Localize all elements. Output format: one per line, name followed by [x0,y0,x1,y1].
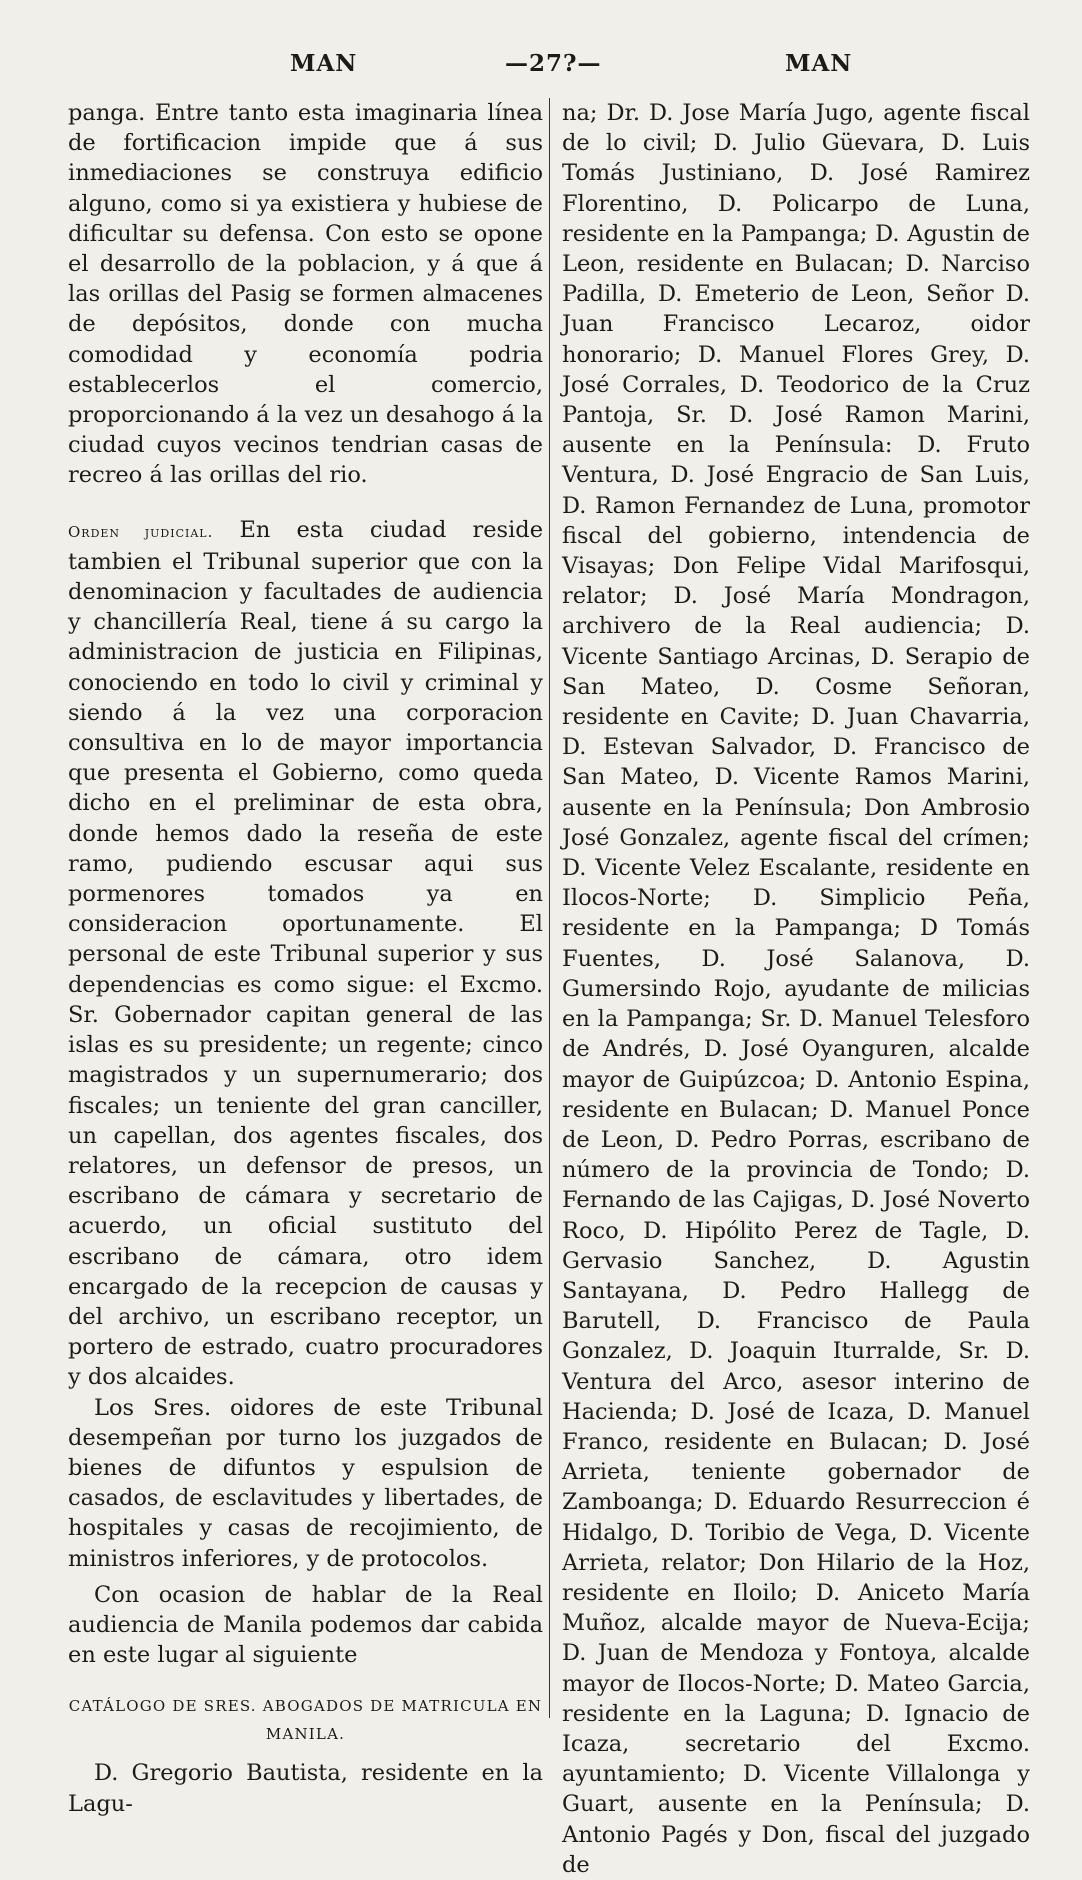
paragraph-judicial-order [68,515,543,1393]
header-right-word: MAN [785,50,853,77]
catalog-first-entry: D. Gregorio Bautista, residente en la Lagu- [68,1760,543,1817]
paragraph-real-audiencia: Con ocasion de hablar de la Real audiencia de Manila podemos dar cabida en este lugar al siguiente [68,1581,543,1669]
running-header [0,50,1082,90]
page-number: —27?— [505,50,602,77]
paragraph-oidores: Los Sres. oidores de este Tribunal desempeñan por turno los juzgados de bienes de difuntos y espulsion de casados, de esclavitudes y libertades, de hospitales y casas de recojimiento, de ministros inferiores, y de protocolos. [68,1394,543,1572]
paragraph-judicial-text: En esta ciudad reside tambien el Tribunal superior que con la denominacion y facultades de audiencia y chancillería Real, tiene á su cargo la administracion de justicia en Filipinas, conociendo en todo lo civil y criminal y siendo á la vez una corporacion consultiva en lo de mayor importancia que presenta el Gobierno, como queda dicho en el preliminar de esta obra, donde hemos dado la reseña de este ramo, pudiendo escusar aqui sus pormenores tomados ya en consideracion oportunamente. El personal de este Tribunal superior y sus dependencias es como sigue: el Excmo. Sr. Gobernador capitan general de las islas es su presidente; un regente; cinco magistrados y un supernumerario; dos fiscales; un teniente del gran canciller, un capellan, dos agentes fiscales, dos relatores, un defensor de presos, un escribano de cámara y secretario de acuerdo, un oficial sustituto del escribano de cámara, otro idem encargado de la recepcion de causas y del archivo, un escribano receptor, un portero de estrado, cuatro procuradores y dos alcaides. [68,516,544,1391]
paragraph-fortification: panga. Entre tanto esta imaginaria línea de fortificacion impide que á sus inmediaciones se construya edificio alguno, como si ya existiera y hubiese de dificultar su defensa. Con esto se opone el desarrollo de la poblacion, y á que á las orillas del Pasig se formen almacenes de depósitos, donde con mucha comodidad y economía podria establecerlos el comercio, proporcionando á la vez un desahogo á la ciudad cuyos vecinos tendrian casas de recreo á las orillas del rio. [68,100,543,489]
left-column [68,98,543,1819]
catalog-title: CATÁLOGO DE SRES. ABOGADOS DE MATRICULA EN MANILA. [68,1697,543,1744]
lawyers-list-continuation: na; Dr. D. Jose María Jugo, agente fiscal de lo civil; D. Julio Güevara, D. Luis Tomás Justiniano, D. José Ramirez Florentino, D. Policarpo de Luna, residente en la Pampanga; D. Agustin de Leon, residente en Bulacan; D. Narciso Padilla, D. Emeterio de Leon, Señor D. Juan Francisco Lecaroz, oidor honorario; D. Manuel Flores Grey, D. José Corrales, D. Teodorico de la Cruz Pantoja, Sr. D. José Ramon Marini, ausente en la Península: D. Fruto Ventura, D. José Engracio de San Luis, D. Ramon Fernandez de Luna, promotor fiscal del gobierno, intendencia de Visayas; Don Felipe Vidal Marifosqui, relator; D. José María Mondragon, archivero de la Real audiencia; D. Vicente Santiago Arcinas, D. Serapio de San Mateo, D. Cosme Señoran, residente en Cavite; D. Juan Chavarria, D. Estevan Salvador, D. Francisco de San Mateo, D. Vicente Ramos Marini, ausente en la Península; Don Ambrosio José Gonzalez, agente fiscal del crímen; D. Vicente Velez Escalante, residente en Ilocos-Norte; D. Simplicio Peña, residente en la Pampanga; D Tomás Fuentes, D. José Salanova, D. Gumersindo Rojo, ayudante de milicias en la Pampanga; Sr. D. Manuel Telesforo de Andrés, D. José Oyanguren, alcalde mayor de Guipúzcoa; D. Antonio Espina, residente en Bulacan; D. Manuel Ponce de Leon, D. Pedro Porras, escribano de número de la provincia de Tondo; D. Fernando de las Cajigas, D. José Noverto Roco, D. Hipólito Perez de Tagle, D. Gervasio Sanchez, D. Agustin Santayana, D. Pedro Hallegg de Barutell, D. Francisco de Paula Gonzalez, D. Joaquin Iturralde, Sr. D. Ventura del Arco, asesor interino de Hacienda; D. José de Icaza, D. Manuel Franco, residente en Bulacan; D. José Arrieta, teniente gobernador de Zamboanga; D. Eduardo Resurreccion é Hidalgo, D. Toribio de Vega, D. Vicente Arrieta, relator; Don Hilario de la Hoz, residente en Iloilo; D. Aniceto María Muñoz, alcalde mayor de Nueva-Ecija; D. Juan de Mendoza y Fontoya, alcalde mayor de Ilocos-Norte; D. Mateo Garcia, residente en la Laguna; D. Ignacio de Icaza, secretario del Excmo. ayuntamiento; D. Vicente Villalonga y Guart, ausente en la Península; D. Antonio Pagés y Don, fiscal del juzgado de [562,100,1030,1878]
section-heading-orden-judicial: Orden judicial. [68,522,214,541]
header-left-word: MAN [290,50,358,77]
column-divider [549,98,550,1718]
right-column [562,98,1030,1880]
